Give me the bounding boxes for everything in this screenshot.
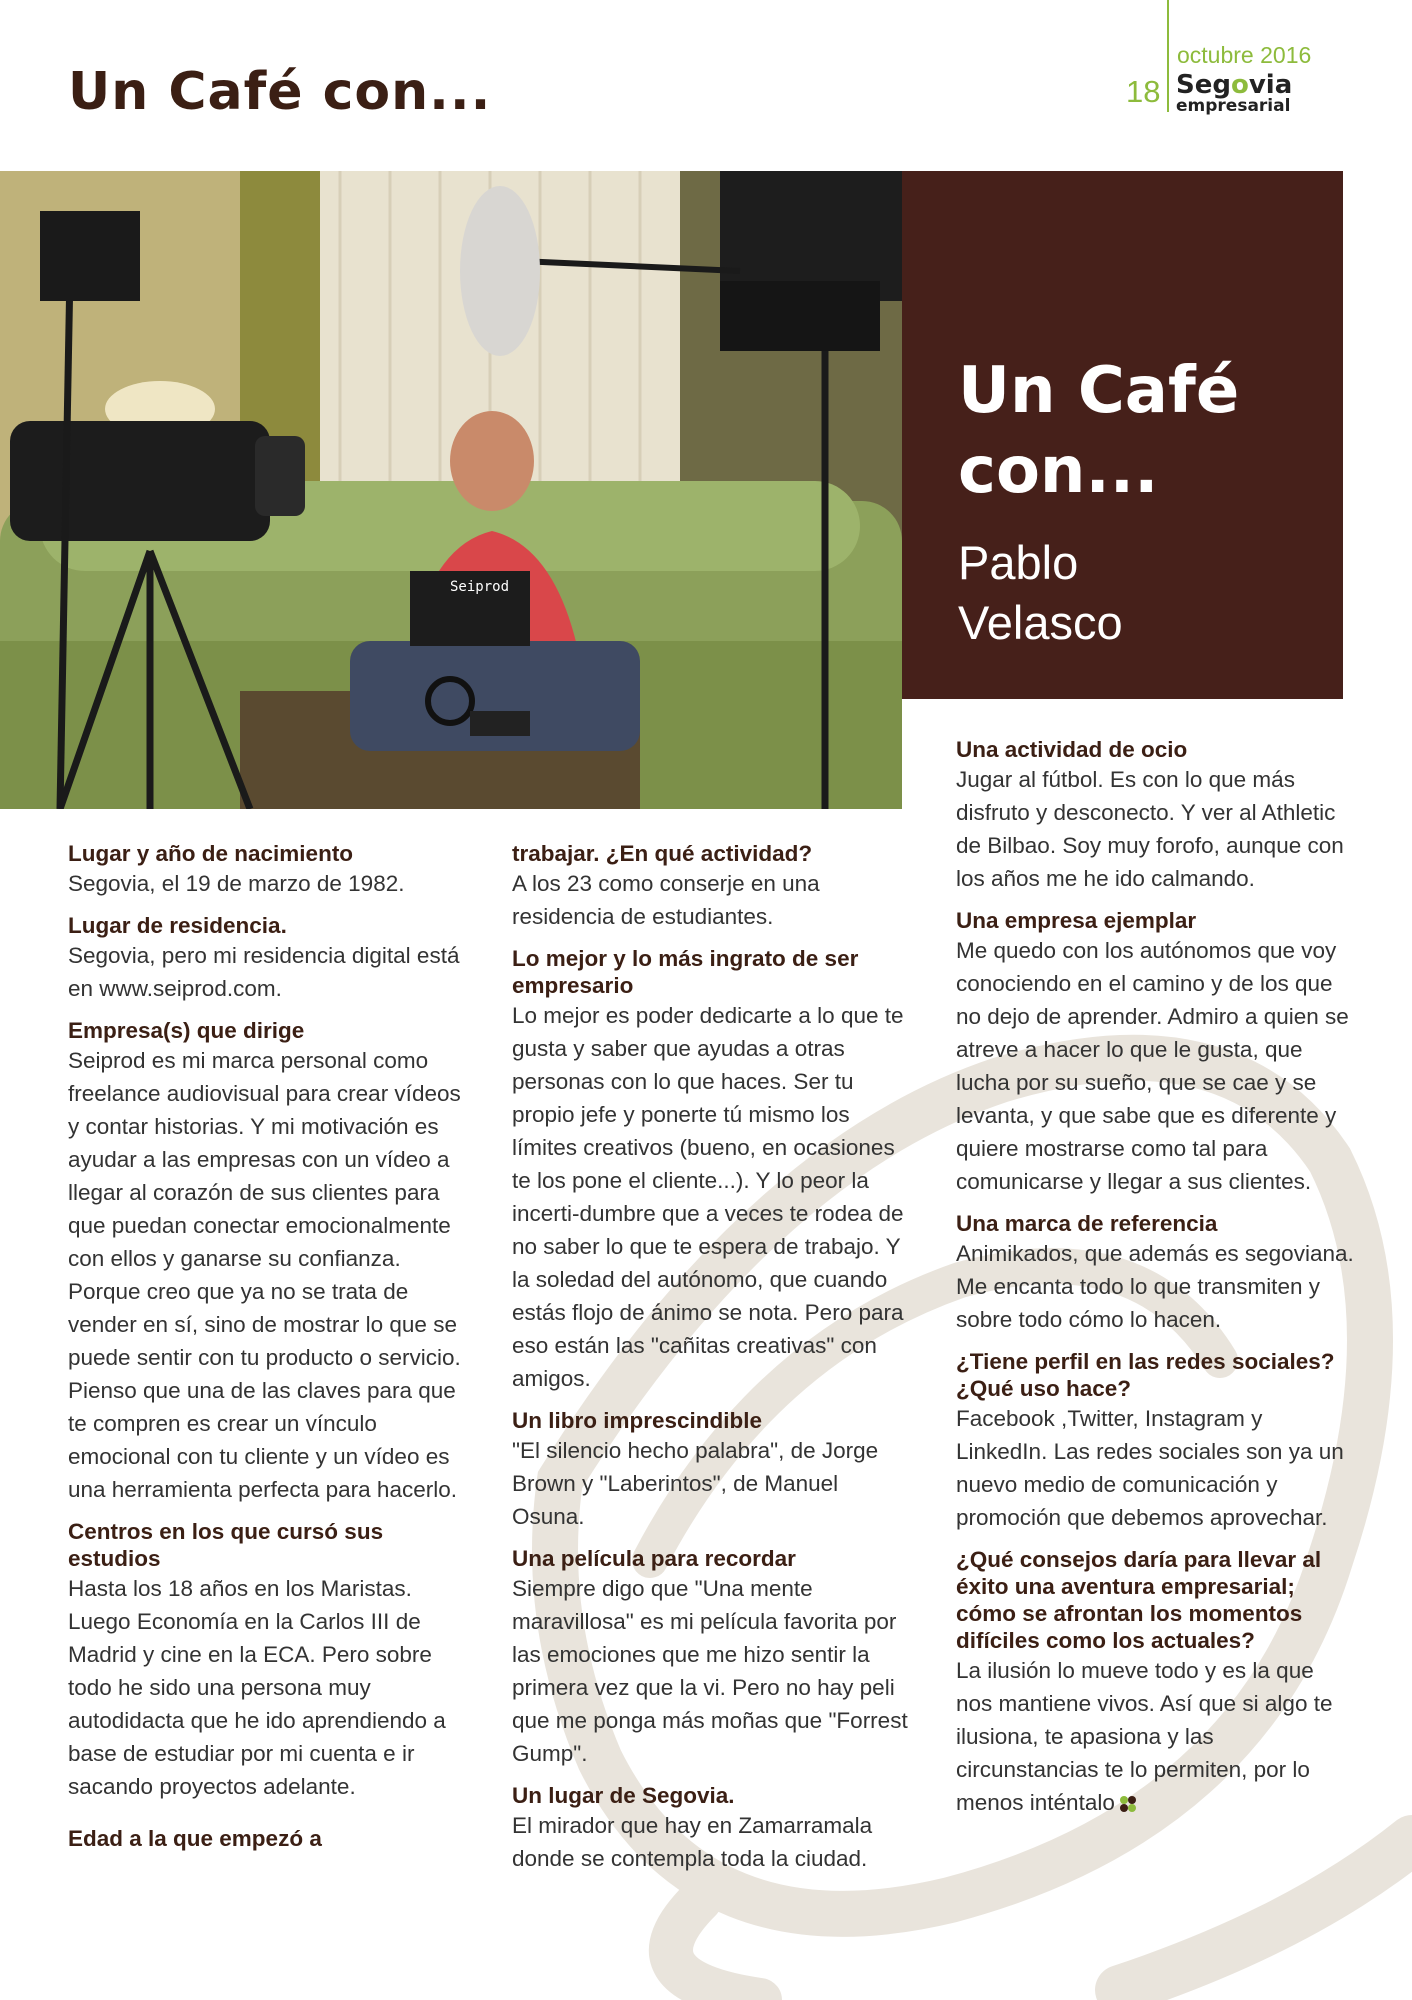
question-heading: Una marca de referencia [956, 1211, 1218, 1236]
answer-text: Animikados, que además es segoviana. Me encanta todo lo que transmiten y sobre todo cómo lo hacen. [956, 1241, 1354, 1332]
answer-text: Lo mejor es poder dedicarte a lo que te gusta y saber que ayudas a otras personas con lo que haces. Ser tu propio jefe y ponerte tú mismo los límites creativos (bueno, en ocasiones te los pone el cliente...). Y lo peor la incerti-dumbre que a veces te rodea de no saber lo que te espera de trabajo. Y la soledad del autónomo, que cuando estás flojo de ánimo se nota. Pero para eso están las "cañitas creativas" con amigos. [512, 1003, 904, 1391]
question-heading: Una empresa ejemplar [956, 908, 1197, 933]
answer-text: Segovia, pero mi residencia digital está en www.seiprod.com. [68, 943, 460, 1001]
answer-text: A los 23 como conserje en una residencia de estudiantes. [512, 871, 820, 929]
answer-text: Seiprod es mi marca personal como freelance audiovisual para crear vídeos y contar historias. Y mi motivación es ayudar a las empresas con un vídeo a llegar al corazón de sus clientes para que puedan conectar emocionalmente con ellos y ganarse su confianza. Porque creo que ya no se trata de vender en sí, sino de mostrar lo que se puede sentir con tu producto o servicio. Pienso que una de las claves para que te compren es crear un vínculo emocional con tu cliente y un vídeo es una herramienta perfecta para hacerlo. [68, 1048, 461, 1502]
question-heading: Centros en los que cursó sus estudios [68, 1519, 384, 1571]
question-heading: Una actividad de ocio [956, 737, 1188, 762]
end-of-article-icon [1119, 1795, 1137, 1813]
question-heading: Edad a la que empezó a [68, 1826, 322, 1851]
title-panel [902, 171, 1343, 699]
answer-text: Me quedo con los autónomos que voy conociendo en el camino y de los que no dejo de aprender. Admiro a quien se atreve a hacer lo que le gusta, que lucha por su sueño, que se cae y se levanta, y que sabe que es diferente y quiere mostrarse como tal para comunicarse y llegar a sus clientes. [956, 938, 1349, 1194]
answer-text: Hasta los 18 años en los Maristas. Luego Economía en la Carlos III de Madrid y cine en la ECA. Pero sobre todo he sido una persona muy autodidacta que he ido aprendiendo a base de estudiar por mi cuenta e ir sacando proyectos adelante. [68, 1576, 446, 1799]
hero-photo [0, 171, 902, 809]
article-column-1 [68, 840, 468, 1852]
answer-text: Siempre digo que "Una mente maravillosa" es mi película favorita por las emociones que me hizo sentir la primera vez que la vi. Pero no hay peli que me ponga más moñas que "Forrest Gump". [512, 1576, 908, 1766]
question-heading: Un libro imprescindible [512, 1408, 763, 1433]
section-title: Un Café con... [68, 62, 492, 122]
clapperboard-label: Seiprod [450, 579, 510, 595]
question-heading: ¿Tiene perfil en las redes sociales? ¿Qué uso hace? [956, 1349, 1335, 1401]
page-number: 18 [1126, 74, 1161, 109]
question-heading-continued: trabajar. ¿En qué actividad? [512, 841, 813, 866]
article-column-3 [956, 736, 1356, 1831]
question-heading: Empresa(s) que dirige [68, 1018, 305, 1043]
article-column-2 [512, 840, 912, 1887]
answer-text: Facebook ,Twitter, Instagram y LinkedIn. Las redes sociales son ya un nuevo medio de comunicación y promoción que debemos aprovechar. [956, 1406, 1344, 1530]
question-heading: Lo mejor y lo más ingrato de ser empresario [512, 946, 859, 998]
answer-text: "El silencio hecho palabra", de Jorge Brown y "Laberintos", de Manuel Osuna. [512, 1438, 879, 1529]
header-divider-line [1167, 0, 1169, 112]
answer-text: Segovia, el 19 de marzo de 1982. [68, 871, 405, 896]
question-heading: ¿Qué consejos daría para llevar al éxito una aventura empresarial; cómo se afrontan los momentos difíciles como los actuales? [956, 1547, 1322, 1653]
interviewee-name: Pablo Velasco [958, 536, 1123, 649]
answer-text: Jugar al fútbol. Es con lo que más disfruto y desconecto. Y ver al Athletic de Bilbao. Soy muy forofo, aunque con los años me he ido calmando. [956, 767, 1344, 891]
question-heading: Lugar y año de nacimiento [68, 841, 354, 866]
issue-date: octubre 2016 [1177, 42, 1312, 68]
title-heading: Un Café con... [958, 354, 1240, 508]
answer-text: El mirador que hay en Zamarramala donde se contempla toda la ciudad. [512, 1813, 873, 1871]
answer-text-final: La ilusión lo mueve todo y es la que nos mantiene vivos. Así que si algo te ilusiona, te apasiona y las circunstancias te lo permiten, por lo menos inténtalo [956, 1658, 1333, 1815]
magazine-logo: Segovia empresarial [1176, 70, 1293, 116]
question-heading: Un lugar de Segovia. [512, 1783, 735, 1808]
question-heading: Lugar de residencia. [68, 913, 287, 938]
question-heading: Una película para recordar [512, 1546, 796, 1571]
